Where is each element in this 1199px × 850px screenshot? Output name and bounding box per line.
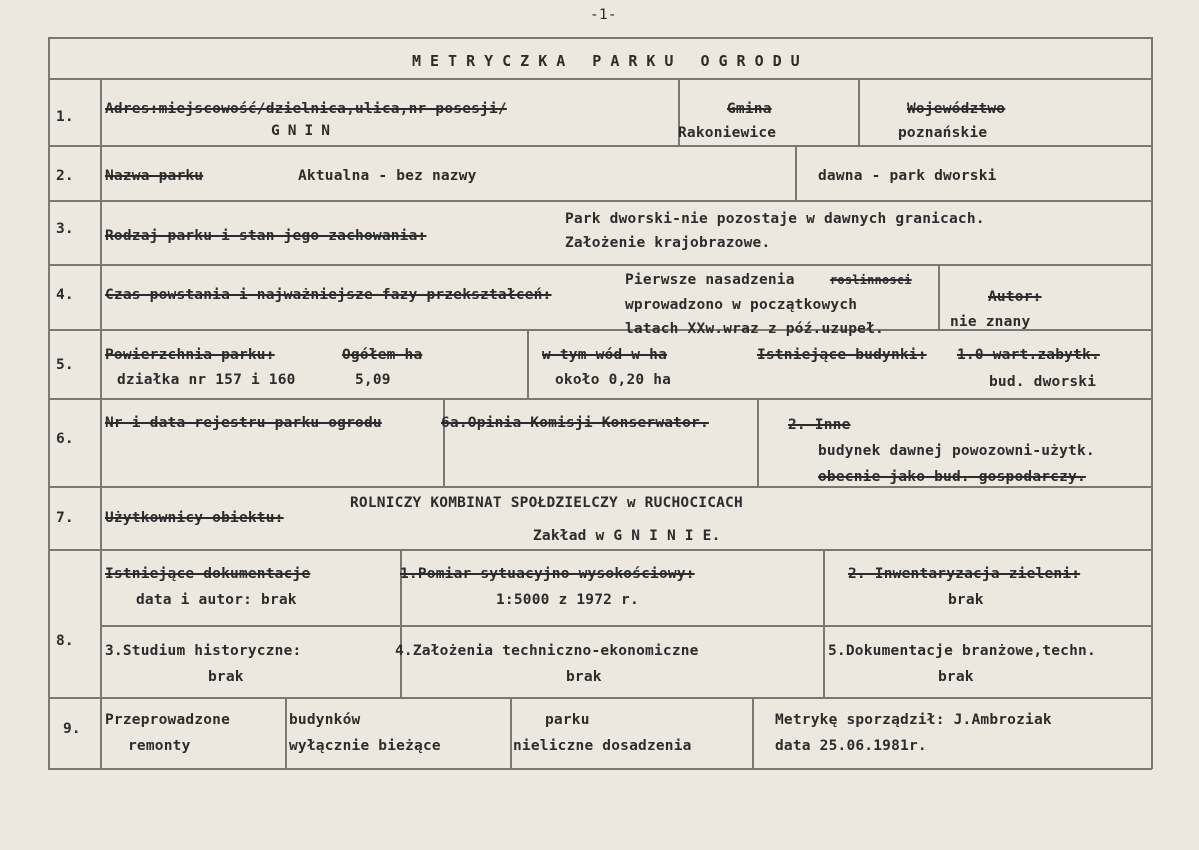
row-number: 7. [56, 510, 74, 526]
history-study-label: 3.Studium historyczne: [105, 643, 302, 659]
author-value: nie znany [950, 314, 1031, 330]
origin-value-line2: wprowadzono w początkowych [625, 297, 858, 313]
row-number: 6. [56, 431, 74, 447]
row-number: 5. [56, 357, 74, 373]
other-value-line2: obecnie jako bud. gospodarczy. [818, 469, 1086, 485]
cell-line [527, 329, 529, 398]
users-value-line1: ROLNICZY KOMBINAT SPOŁDZIELCZY w RUCHOCICACH [350, 495, 743, 511]
greenery-inventory-value: brak [948, 592, 984, 608]
buildings-renov-line1: budynków [289, 712, 361, 728]
area-total-value: 5,09 [355, 372, 391, 388]
tech-econ-value: brak [566, 669, 602, 685]
tech-econ-label: 4.Założenia techniczno-ekonomiczne [395, 643, 699, 659]
gmina-label: Gmina [727, 101, 772, 117]
history-study-value: brak [208, 669, 244, 685]
buildings-value-line2: bud. dworski [989, 374, 1097, 390]
page-number: -1- [590, 7, 617, 23]
address-value: GNIN [271, 123, 338, 139]
park-name-label: Nazwa parku [105, 168, 204, 184]
frame-line-right [1151, 37, 1153, 769]
row-line [48, 78, 1152, 80]
row-line [48, 486, 1152, 488]
park-type-label: Rodzaj parku i stan jego zachowania: [105, 228, 427, 244]
park-renov-line1: parku [545, 712, 590, 728]
row-number: 8. [56, 633, 74, 649]
park-name-current: Aktualna - bez nazwy [298, 168, 477, 184]
compiled-by: Metrykę sporządził: J.Ambroziak [775, 712, 1052, 728]
park-type-value-line1: Park dworski-nie pozostaje w dawnych granicach. [565, 211, 985, 227]
frame-line-bottom [48, 768, 1152, 770]
voivodeship-label: Województwo [907, 101, 1006, 117]
users-label: Użytkownicy obiektu: [105, 510, 284, 526]
row-line [48, 264, 1152, 266]
buildings-renov-line2: wyłącznie bieżące [289, 738, 441, 754]
cell-line [858, 78, 860, 145]
branch-docs-value: brak [938, 669, 974, 685]
row-number: 2. [56, 168, 74, 184]
survey-label: 1.Pomiar sytuacyjno-wysokościowy: [400, 566, 695, 582]
compiled-date: data 25.06.1981r. [775, 738, 927, 754]
cell-line [795, 145, 797, 200]
row-line [48, 549, 1152, 551]
existing-docs-value: data i autor: brak [136, 592, 297, 608]
renovations-label-line2: remonty [128, 738, 191, 754]
cell-line [938, 264, 940, 329]
conservation-opinion-label: 6a.Opinia Komisji Konserwator. [441, 415, 709, 431]
row-number: 1. [56, 109, 74, 125]
origin-value-line1: Pierwsze nasadzenia [625, 272, 795, 288]
frame-line-top [48, 37, 1152, 39]
area-label: Powierzchnia parku: [105, 347, 275, 363]
cell-line [752, 697, 754, 768]
plot-value: działka nr 157 i 160 [117, 372, 296, 388]
origin-value-line3: latach XXw.wraz z póź.uzupeł. [625, 321, 884, 337]
branch-docs-label: 5.Dokumentacje branżowe,techn. [828, 643, 1096, 659]
number-column-line [100, 78, 102, 768]
cell-line [823, 549, 825, 697]
cell-line [757, 398, 759, 486]
row-number: 9. [63, 721, 81, 737]
row-line [48, 398, 1152, 400]
voivodeship-value: poznańskie [898, 125, 988, 141]
area-total-label: Ogółem ha [342, 347, 423, 363]
park-type-value-line2: Założenie krajobrazowe. [565, 235, 771, 251]
renovations-label-line1: Przeprowadzone [105, 712, 231, 728]
row-line [48, 697, 1152, 699]
cell-line [285, 697, 287, 768]
other-value-line1: budynek dawnej powozowni-użytk. [818, 443, 1095, 459]
registry-label: Nr i data rejestru parku-ogrodu [105, 415, 382, 431]
users-value-line2: Zakład w G N I N I E. [533, 528, 721, 544]
buildings-value-line1: 1.0 wart.zabytk. [957, 347, 1100, 363]
gmina-value: Rakoniewice [678, 125, 777, 141]
author-label: Autor: [988, 289, 1042, 305]
page-title: METRYCZKA PARKU OGRODU [412, 52, 809, 70]
park-renov-line2: nieliczne dosadzenia [513, 738, 692, 754]
water-value: około 0,20 ha [555, 372, 672, 388]
frame-line-left [48, 37, 50, 769]
row-line [48, 145, 1152, 147]
row-line [100, 625, 1152, 627]
water-label: w tym wód w ha [542, 347, 668, 363]
origin-value-struck: roslinnosci [830, 273, 912, 287]
cell-line [443, 398, 445, 486]
park-name-former: dawna - park dworski [818, 168, 997, 184]
row-number: 4. [56, 287, 74, 303]
greenery-inventory-label: 2. Inwentaryzacja zieleni: [848, 566, 1081, 582]
row-line [48, 200, 1152, 202]
buildings-label: Istniejące budynki: [757, 347, 927, 363]
address-label: Adres:miejscowość/dzielnica,ulica,nr posesji/ [105, 101, 507, 117]
existing-docs-label: Istniejące dokumentacje [105, 566, 311, 582]
survey-value: 1:5000 z 1972 r. [496, 592, 639, 608]
origin-label: Czas powstania i najważniejsze fazy przekształceń: [105, 287, 552, 303]
row-number: 3. [56, 221, 74, 237]
cell-line [510, 697, 512, 768]
other-label: 2. Inne [788, 417, 851, 433]
